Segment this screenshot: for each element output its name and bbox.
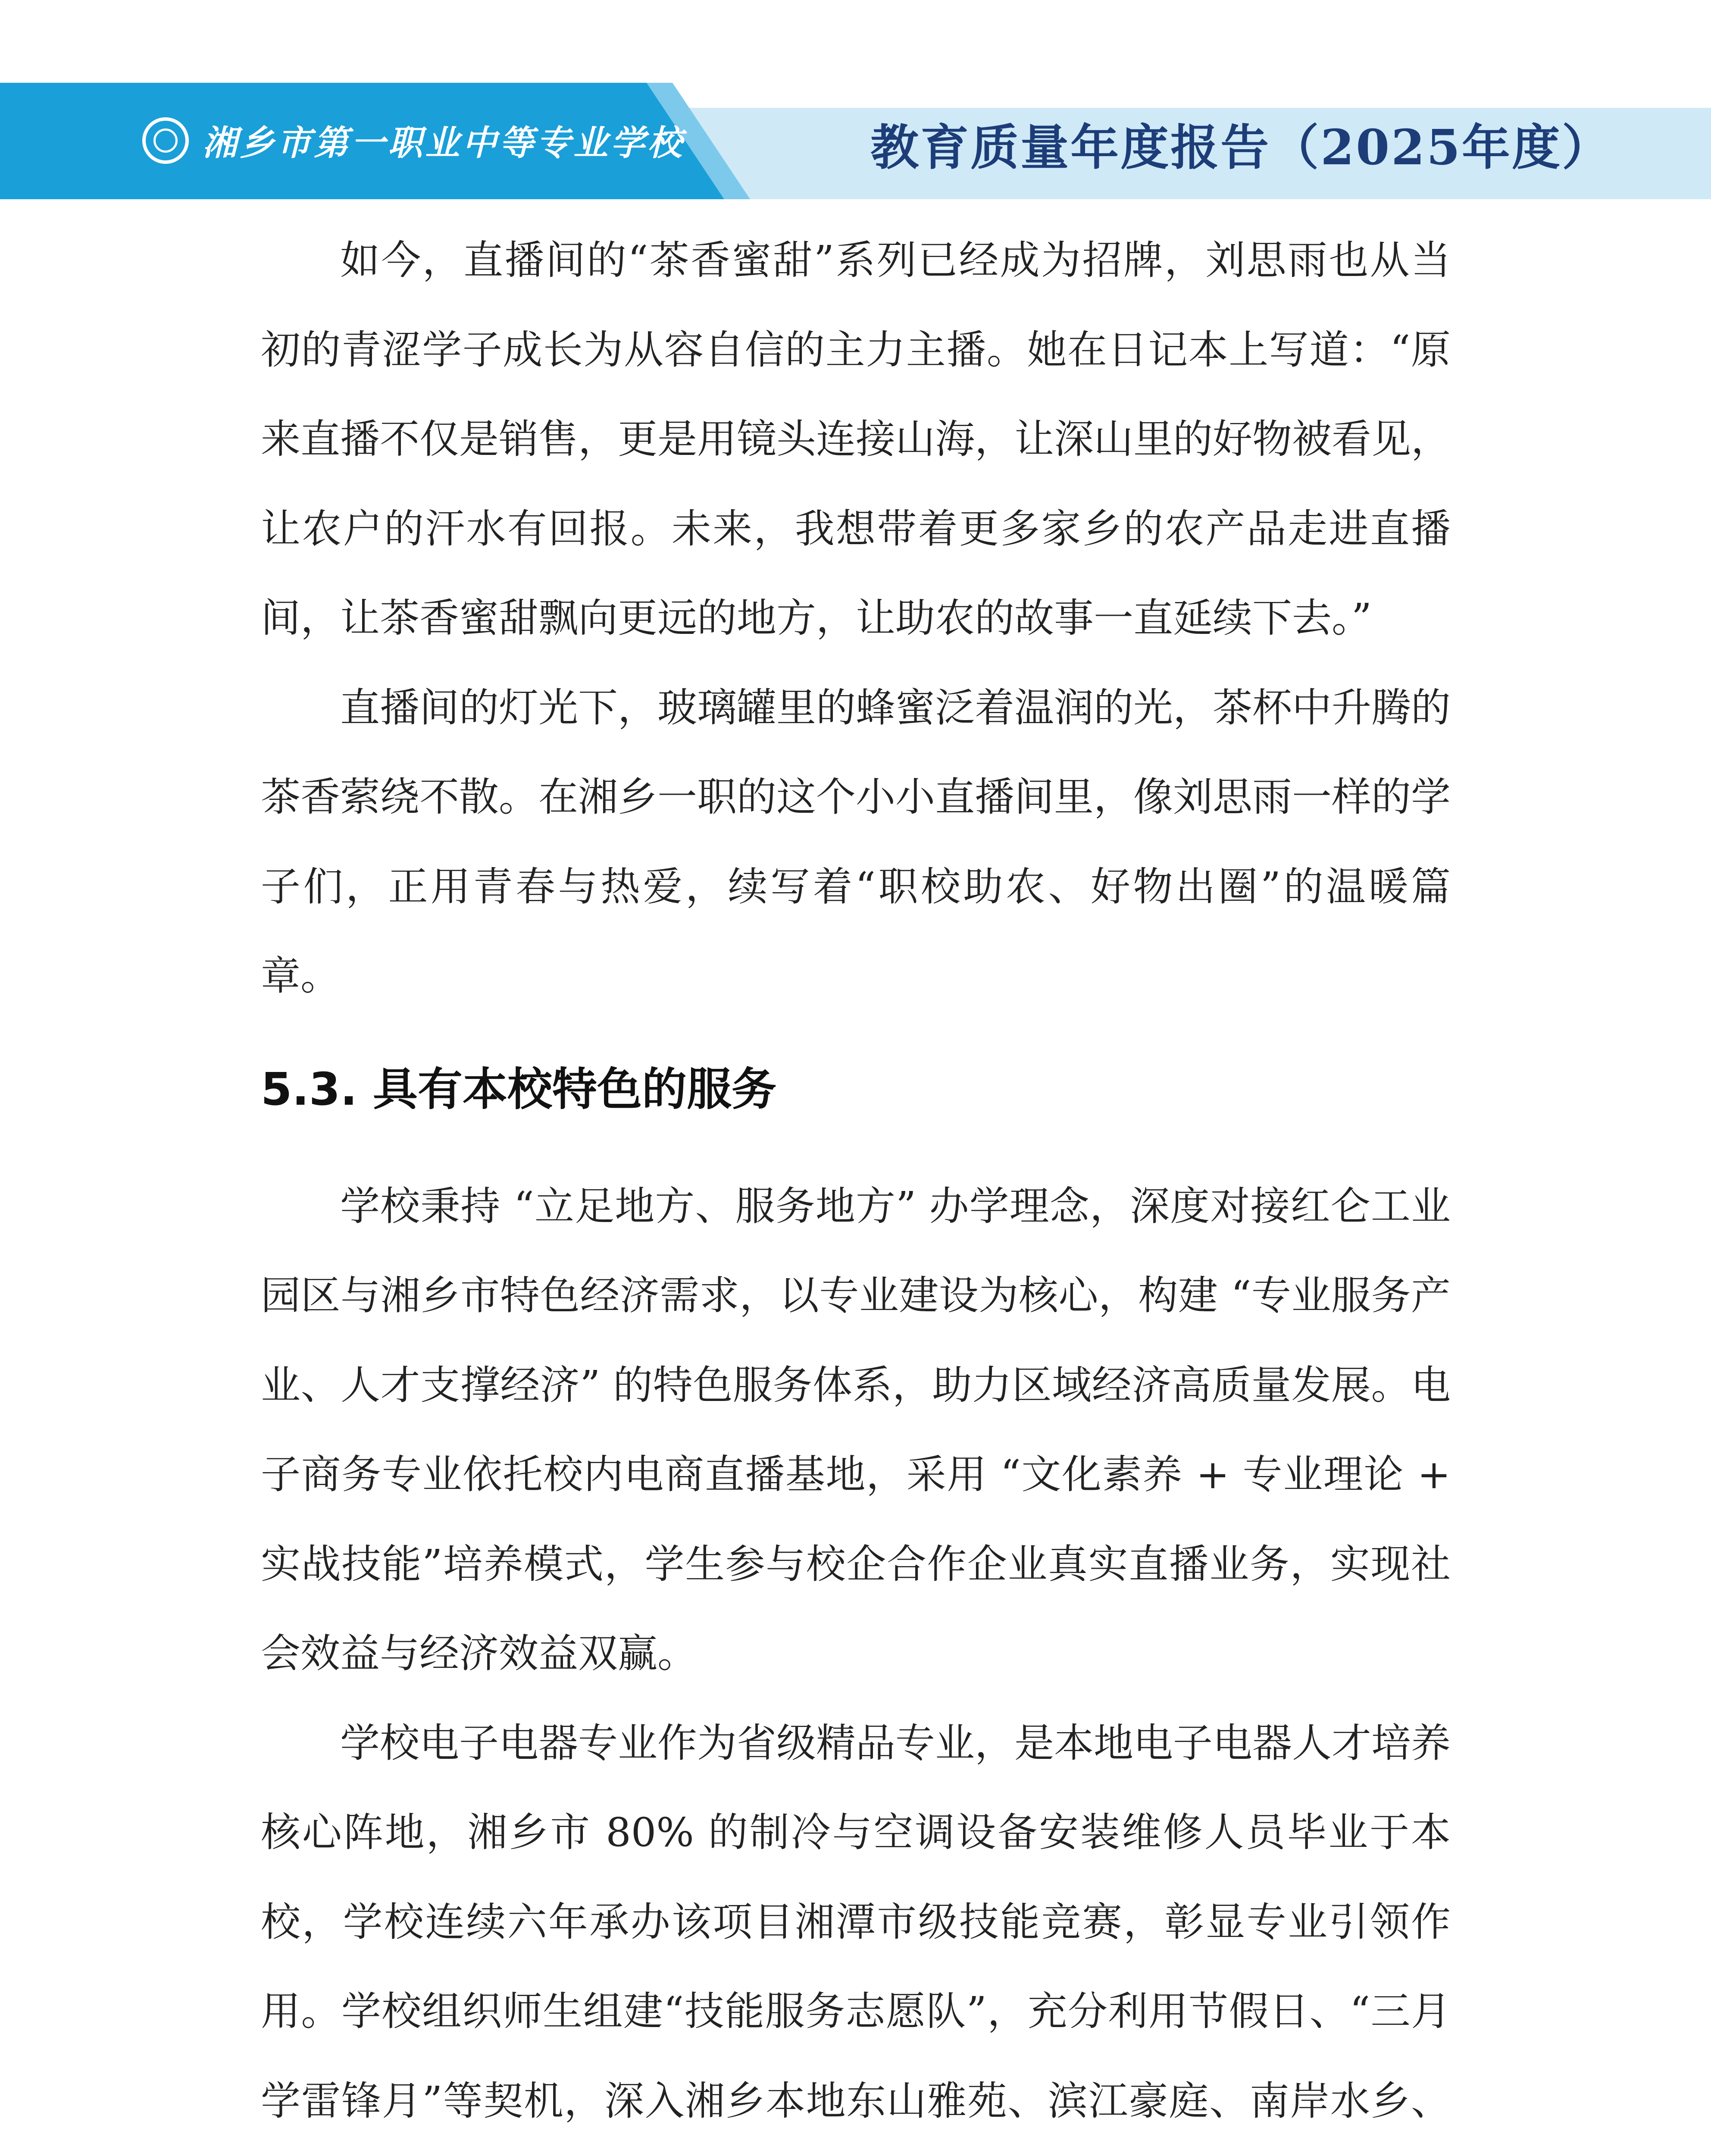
paragraph: 学校电子电器专业作为省级精品专业，是本地电子电器人才培养核心阵地，湘乡市 80% 的制冷与空调设备安装维修人员毕业于本校，学校连续六年承办该项目湘潭市级技能竞赛，彰显专业引领作用。学校组织师生组建“技能服务志愿队”，充分利用节假日、“三月学雷锋月”等契机，深入湘乡本地东山雅苑、滨江豪庭、南岸水乡、: [261, 1720, 1451, 2124]
paragraph: 直播间的灯光下，玻璃罐里的蜂蜜泛着温润的光，茶杯中升腾的茶香萦绕不散。在湘乡一职的这个小小直播间里，像刘思雨一样的学子们，正用青春与热爱，续写着“职校助农、好物出圈”的温暖篇章。: [261, 684, 1451, 999]
report-title: 教育质量年度报告（2025年度）: [870, 119, 1612, 176]
school-emblem-icon: [142, 117, 189, 164]
paragraph: 如今，直播间的“茶香蜜甜”系列已经成为招牌，刘思雨也从当初的青涩学子成长为从容自信的主力主播。她在日记本上写道：“原来直播不仅是销售，更是用镜头连接山海，让深山里的好物被看见，让农户的汗水有回报。未来，我想带着更多家乡的农产品走进直播间，让茶香蜜甜飘向更远的地方，让助农的故事一直延续下去。”: [261, 237, 1451, 641]
school-name: 湘乡市第一职业中等专业学校: [203, 122, 685, 163]
section-heading: 5.3. 具有本校特色的服务: [261, 1062, 776, 1116]
page-content: [261, 216, 1451, 2156]
paragraph: 学校秉持 “立足地方、服务地方” 办学理念，深度对接红仑工业园区与湘乡市特色经济需求，以专业建设为核心，构建 “专业服务产业、人才支撑经济” 的特色服务体系，助力区域经济高质量发展。电子商务专业依托校内电商直播基地，采用 “文化素养 + 专业理论 + 实战技能”培养模式，学生参与校企合作企业真实直播业务，实现社会效益与经济效益双赢。: [261, 1183, 1451, 1677]
school-emblem-core: [153, 128, 178, 153]
